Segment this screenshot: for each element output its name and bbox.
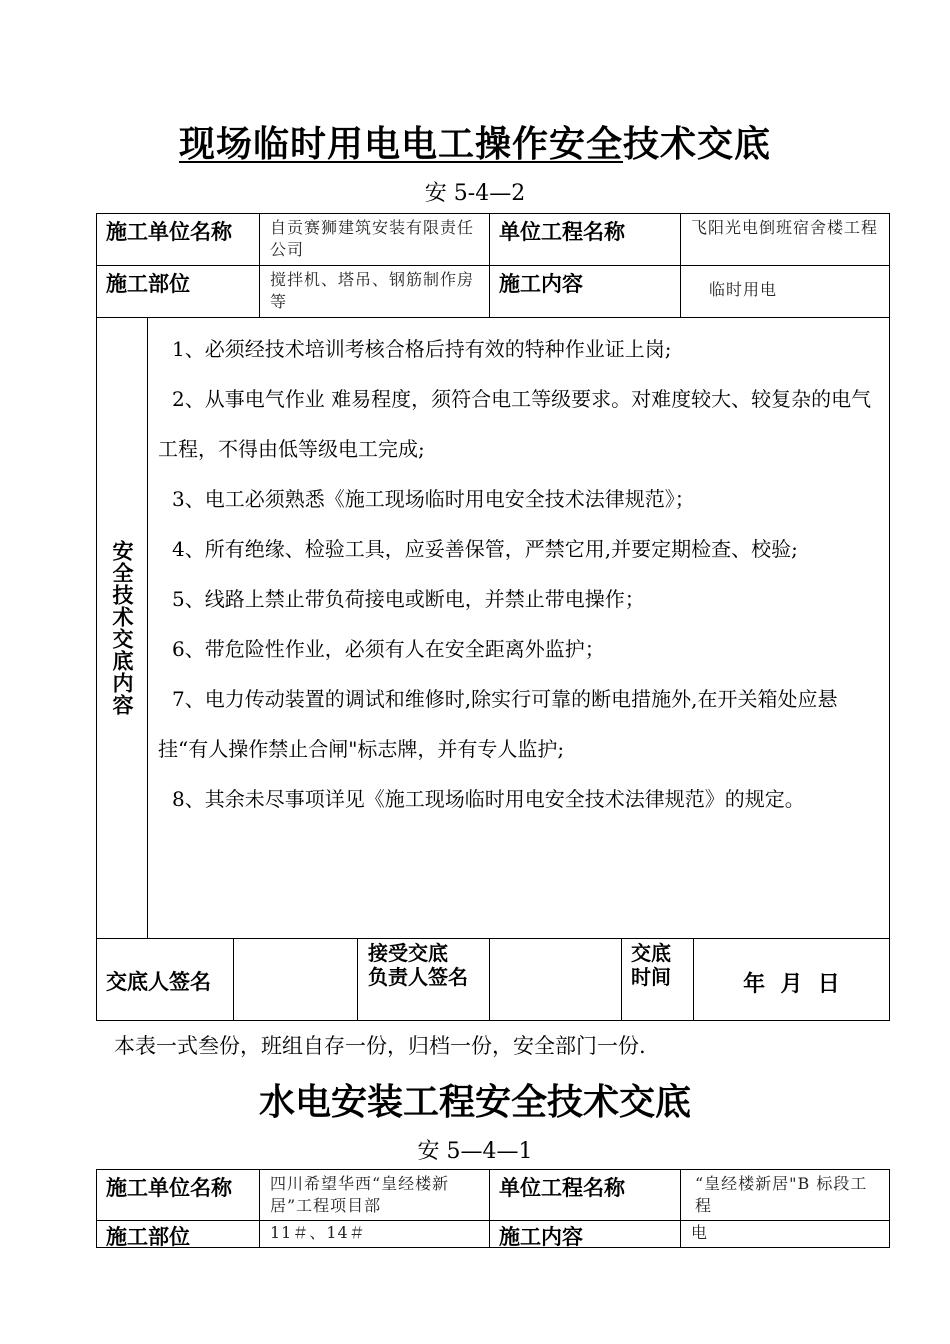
doc2-unit-value: 四川希望华西“皇经楼新居”工程项目部 — [259, 1169, 489, 1221]
doc1-unit-value: 自贡赛狮建筑安装有限责任公司 — [259, 213, 489, 266]
doc1-safety-items — [148, 318, 890, 938]
doc1-content-label: 安全技术交底内容 — [96, 318, 148, 938]
doc2-title: 水电安装工程安全技术交底 — [258, 1082, 691, 1123]
doc1-part-value: 搅拌机、塔吊、钢筋制作房等 — [259, 266, 489, 318]
doc1-time-label: 交底 时间 — [621, 938, 693, 1021]
doc2-work-label: 施工内容 — [489, 1221, 680, 1248]
safety-item: 7、电力传动装置的调试和维修时,除实行可靠的断电措施外,在开关箱处应悬挂“有人操作禁止合闸"标志牌，并有专人监护; — [158, 687, 838, 761]
doc1-unit-label: 施工单位名称 — [96, 213, 259, 266]
doc2-part-value: 11＃、14＃ — [259, 1221, 489, 1248]
doc2-unit-label: 施工单位名称 — [96, 1169, 259, 1221]
doc1-project-value: 飞阳光电倒班宿舍楼工程 — [680, 213, 890, 266]
doc1-sign-field[interactable] — [233, 938, 357, 1021]
doc2-form-code: 安 5—4—1 — [417, 1139, 533, 1164]
doc1-part-label: 施工部位 — [96, 266, 259, 318]
safety-item: 8、其余未尽事项详见《施工现场临时用电安全技术法律规范》的规定。 — [172, 787, 805, 811]
doc1-receiver-field[interactable] — [489, 938, 621, 1021]
doc1-work-label: 施工内容 — [489, 266, 680, 318]
doc1-project-label: 单位工程名称 — [489, 213, 680, 266]
safety-item: 1、必须经技术培训考核合格后持有效的特种作业证上岗; — [172, 337, 672, 361]
doc1-title: 现场临时用电电工操作安全技术交底 — [178, 124, 772, 165]
doc1-work-value: 临时用电 — [680, 266, 890, 318]
safety-item: 5、线路上禁止带负荷接电或断电，并禁止带电操作； — [172, 587, 645, 611]
safety-item: 4、所有绝缘、检验工具，应妥善保管，严禁它用,并要定期检查、校验; — [172, 537, 798, 561]
doc1-date-field[interactable]: 年 月 日 — [693, 938, 890, 1021]
safety-item: 2、从事电气作业 难易程度，须符合电工等级要求。对难度较大、较复杂的电气工程，不得由低等级电工完成; — [158, 387, 872, 461]
doc1-copies-note: 本表一式叁份，班组自存一份，归档一份，安全部门一份. — [114, 1034, 646, 1058]
safety-item: 6、带危险性作业，必须有人在安全距离外监护； — [172, 637, 605, 661]
doc1-form-code: 安 5-4—2 — [424, 181, 526, 206]
doc1-receiver-label: 接受交底 负责人签名 — [357, 938, 489, 1021]
doc2-part-label: 施工部位 — [96, 1221, 259, 1248]
doc2-work-value: 电 — [680, 1221, 890, 1248]
doc2-project-label: 单位工程名称 — [489, 1169, 680, 1221]
doc1-sign-label: 交底人签名 — [96, 938, 233, 1021]
safety-item: 3、电工必须熟悉《施工现场临时用电安全技术法律规范》； — [172, 487, 695, 511]
doc2-project-value: “皇经楼新居"B 标段工程 — [680, 1169, 890, 1221]
